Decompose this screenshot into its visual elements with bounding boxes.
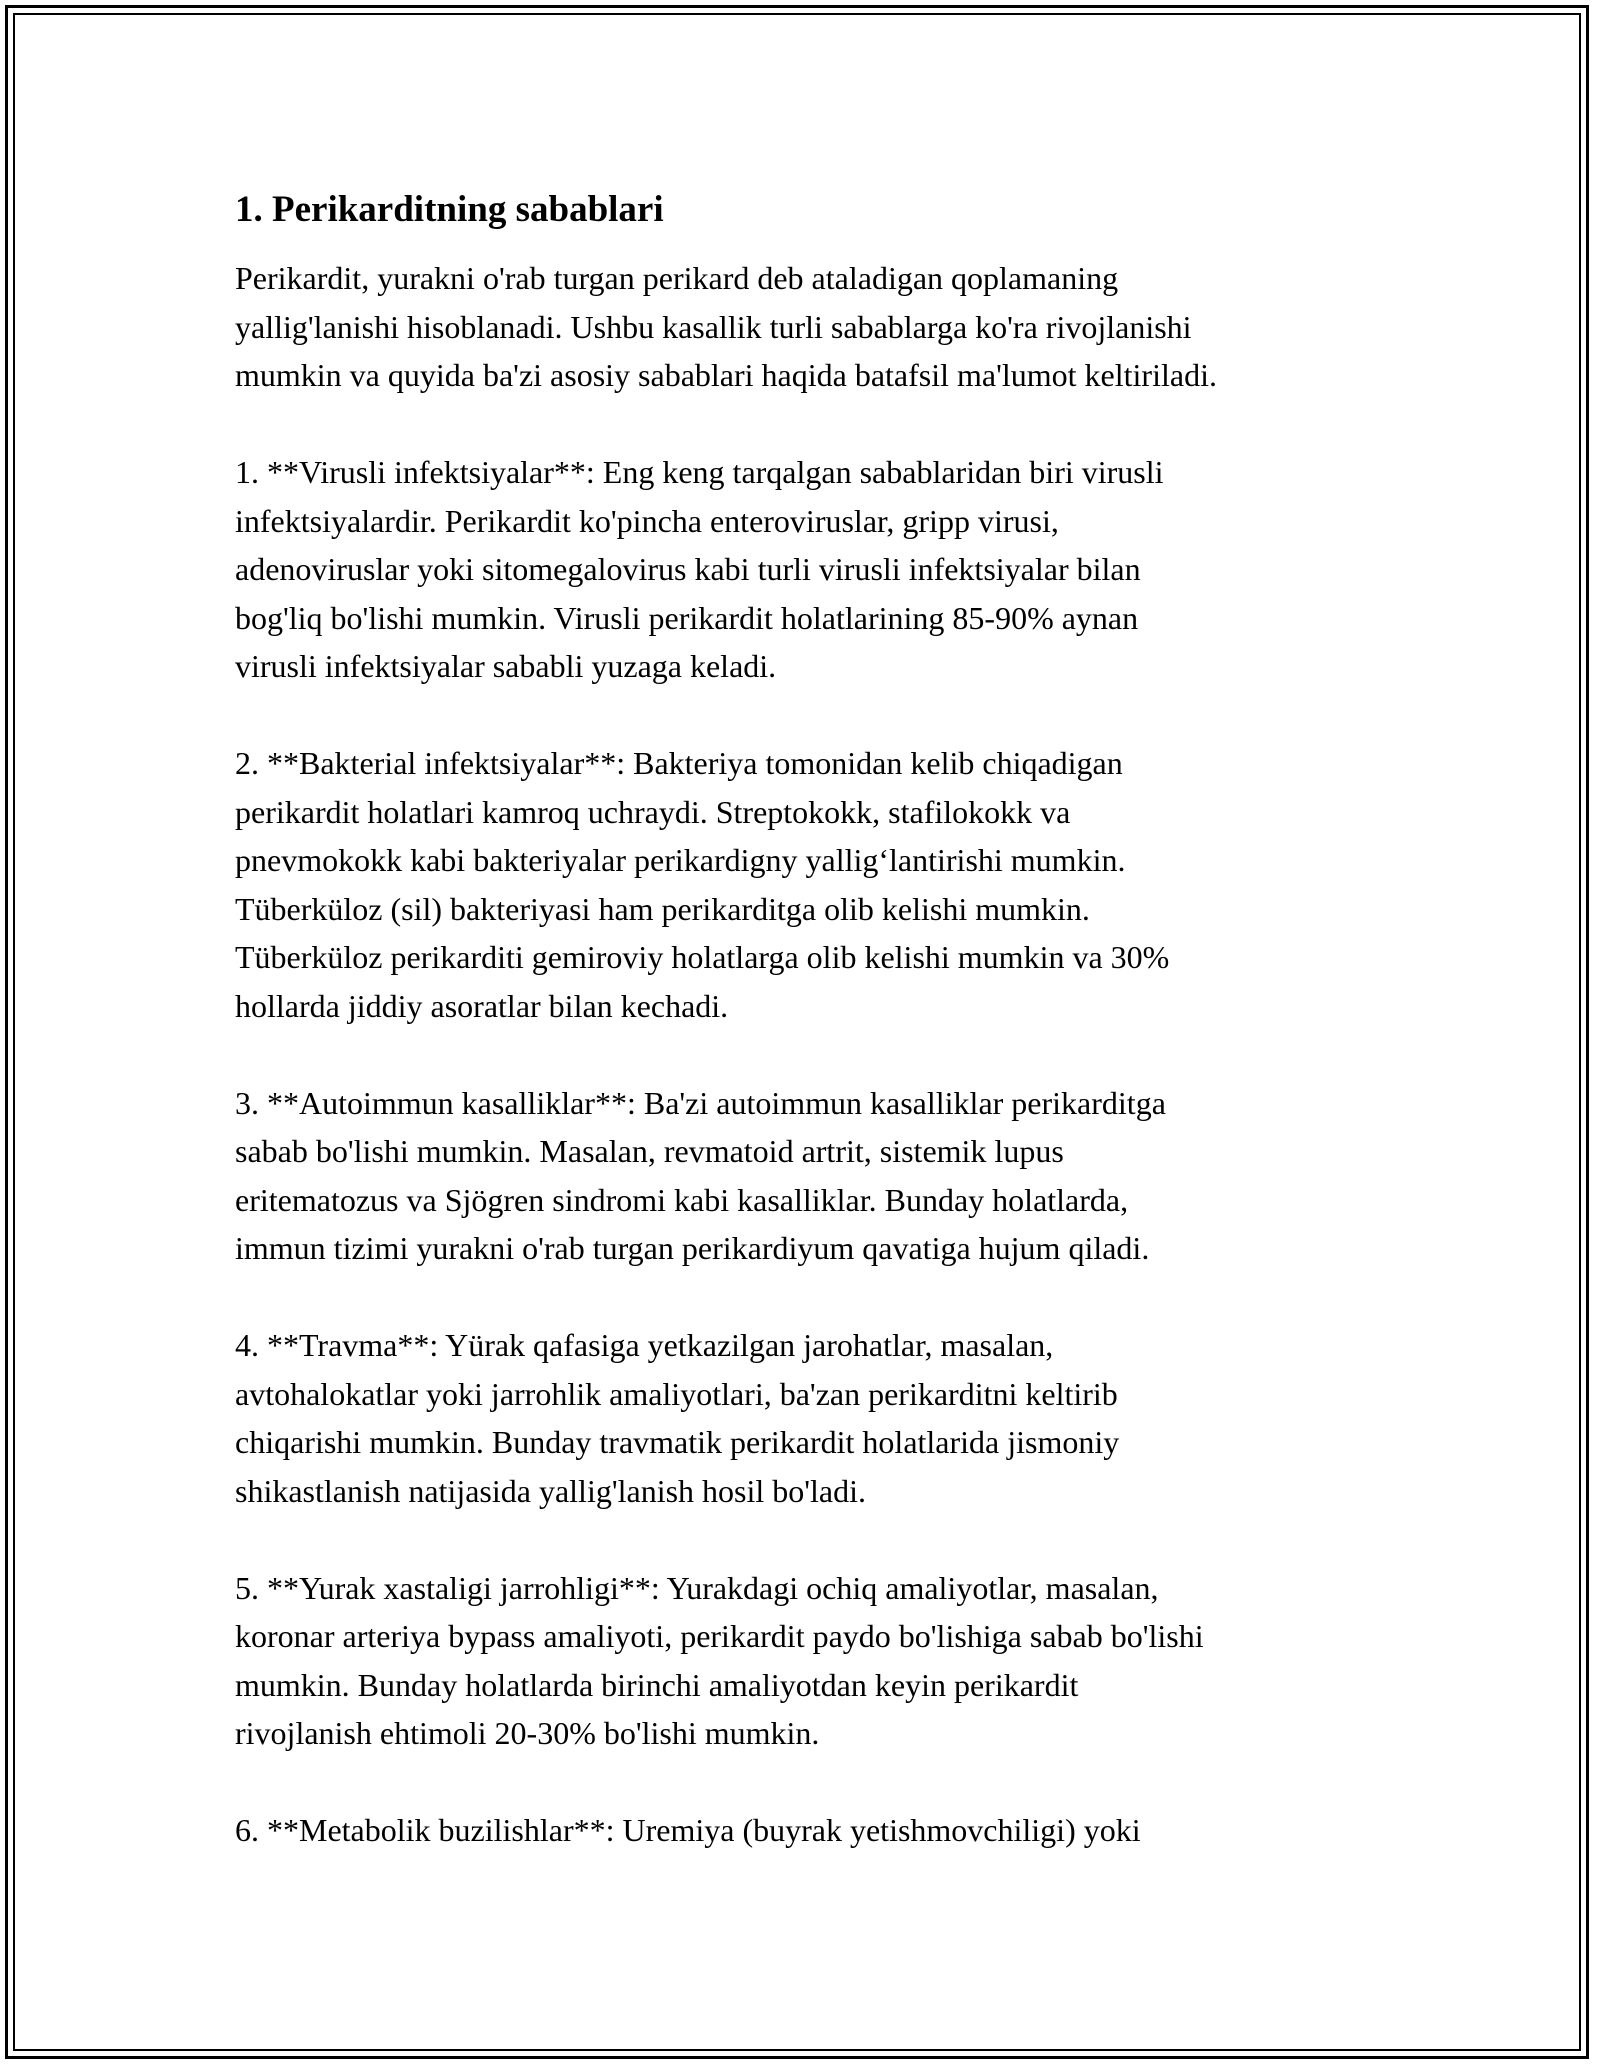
cause-bacterial-paragraph: 2. **Bakterial infektsiyalar**: Bakteriya tomonidan kelib chiqadigan perikardit holatlari kamroq uchraydi. Streptokokk, stafilokokk va pnevmokokk kabi bakteriyalar perikardigny yallig‘lantirishi mumkin. Tüberküloz (sil) bakteriyasi ham perikarditga olib kelishi mumkin. Tüberküloz perikarditi gemiroviy holatlarga olib kelishi mumkin va 30% hollarda jiddiy asoratlar bilan kechadi. [235, 745, 1170, 1024]
document-body [235, 186, 1375, 1903]
cause-viral-paragraph: 1. **Virusli infektsiyalar**: Eng keng tarqalgan sabablaridan biri virusli infektsiyalardir. Perikardit ko'pincha enteroviruslar, gripp virusi, adenoviruslar yoki sitomegalovirus kabi turli virusli infektsiyalar bilan bog'liq bo'lishi mumkin. Virusli perikardit holatlarining 85-90% aynan virusli infektsiyalar sababli yuzaga keladi. [235, 454, 1164, 684]
intro-paragraph: Perikardit, yurakni o'rab turgan perikard deb ataladigan qoplamaning yallig'lanishi hisoblanadi. Ushbu kasallik turli sabablarga ko'ra rivojlanishi mumkin va quyida ba'zi asosiy sabablari haqida batafsil ma'lumot keltiriladi. [235, 260, 1217, 393]
cause-trauma-paragraph: 4. **Travma**: Yürak qafasiga yetkazilgan jarohatlar, masalan, avtohalokatlar yoki jarrohlik amaliyotlari, ba'zan perikarditni keltirib chiqarishi mumkin. Bunday travmatik perikardit holatlarida jismoniy shikastlanish natijasida yallig'lanish hosil bo'ladi. [235, 1327, 1120, 1509]
cause-autoimmune-paragraph: 3. **Autoimmun kasalliklar**: Ba'zi autoimmun kasalliklar perikarditga sabab bo'lishi mumkin. Masalan, revmatoid artrit, sistemik lupus eritematozus va Sjögren sindromi kabi kasalliklar. Bunday holatlarda, immun tizimi yurakni o'rab turgan perikardiyum qavatiga hujum qiladi. [235, 1084, 1166, 1266]
cause-heart-surgery-paragraph: 5. **Yurak xastaligi jarrohligi**: Yurakdagi ochiq amaliyotlar, masalan, koronar arteriya bypass amaliyoti, perikardit paydo bo'lishiga sabab bo'lishi mumkin. Bunday holatlarda birinchi amaliyotdan keyin perikardit rivojlanish ehtimoli 20-30% bo'lishi mumkin. [235, 1569, 1204, 1751]
cause-metabolic-paragraph: 6. **Metabolik buzilishlar**: Uremiya (buyrak yetishmovchiligi) yoki [235, 1812, 1141, 1848]
document-title: 1. Perikarditning sabablari [235, 189, 664, 230]
